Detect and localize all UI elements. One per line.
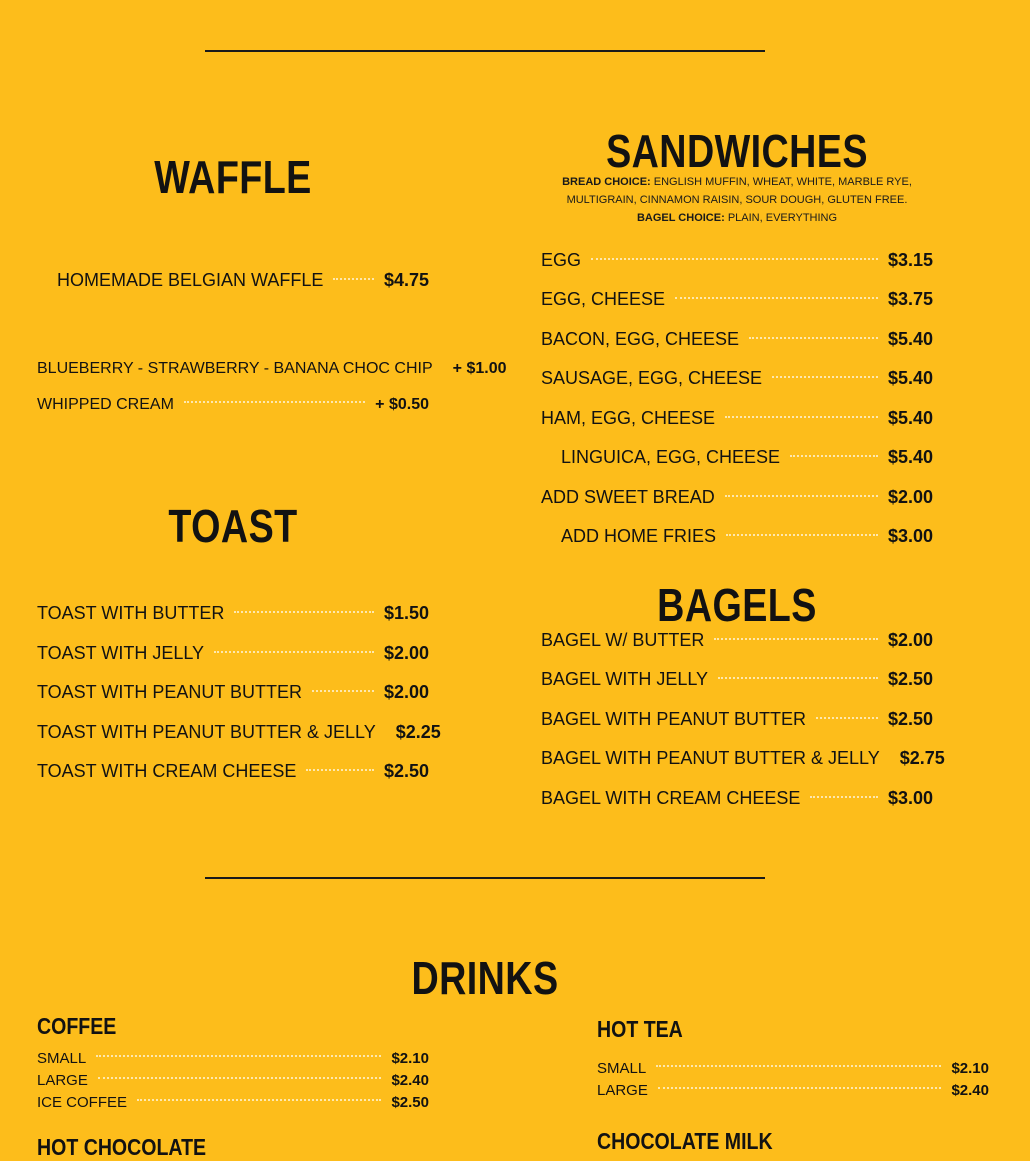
leader-dots	[810, 796, 878, 798]
menu-item-ham-egg-cheese	[541, 408, 933, 429]
item-name: EGG, CHEESE	[541, 289, 666, 309]
menu-item-toast-peanut-butter	[37, 682, 429, 703]
leader-dots	[718, 677, 878, 679]
leader-dots	[714, 638, 878, 640]
item-name: LINGUICA, EGG, CHEESE	[561, 447, 781, 467]
drinks-heading: DRINKS	[411, 952, 559, 1004]
item-price: $3.00	[887, 788, 933, 808]
item-name: ICE COFFEE	[37, 1094, 128, 1111]
leader-dots	[214, 651, 374, 653]
item-price: $2.50	[887, 709, 933, 729]
item-price: $2.00	[383, 682, 429, 702]
divider-middle	[205, 877, 765, 879]
item-name: TOAST WITH BUTTER	[37, 603, 225, 623]
menu-item-add-home-fries	[561, 526, 933, 547]
leader-dots	[137, 1099, 381, 1101]
item-name: TOAST WITH CREAM CHEESE	[37, 761, 297, 781]
menu-item-egg	[541, 250, 933, 271]
item-name: BAGEL WITH PEANUT BUTTER & JELLY	[541, 748, 880, 768]
bread-choice-options: ENGLISH MUFFIN, WHEAT, WHITE, MARBLE RYE,	[653, 176, 912, 188]
item-price: $2.50	[887, 669, 933, 689]
menu-item-egg-cheese	[541, 289, 933, 310]
item-name: ADD HOME FRIES	[561, 526, 717, 546]
waffle-heading: WAFFLE	[154, 151, 312, 203]
leader-dots	[675, 297, 878, 299]
menu-item-bagel-cream-cheese	[541, 788, 933, 809]
menu-item-ice-coffee	[37, 1094, 429, 1111]
item-price: $4.75	[383, 270, 429, 290]
coffee-heading: COFFEE	[37, 1013, 117, 1039]
item-price: $2.00	[887, 630, 933, 650]
item-name: BAGEL WITH JELLY	[541, 669, 709, 689]
leader-dots	[725, 416, 878, 418]
leader-dots	[749, 337, 878, 339]
item-name: TOAST WITH PEANUT BUTTER & JELLY	[37, 722, 376, 742]
bread-choice-label: BREAD CHOICE:	[562, 176, 651, 188]
item-price: $3.15	[887, 250, 933, 270]
leader-dots	[591, 258, 878, 260]
bagels-heading: BAGELS	[657, 579, 817, 631]
menu-item-bacon-egg-cheese	[541, 329, 933, 350]
item-price: $1.50	[383, 603, 429, 623]
menu-item-belgian-waffle	[57, 270, 429, 291]
item-price: $3.75	[887, 289, 933, 309]
item-name: LARGE	[597, 1082, 648, 1099]
leader-dots	[726, 534, 878, 536]
item-price: $2.00	[383, 643, 429, 663]
leader-dots	[333, 278, 374, 280]
item-name: BAGEL W/ BUTTER	[541, 630, 705, 650]
leader-dots	[725, 495, 878, 497]
leader-dots	[790, 455, 878, 457]
item-name: TOAST WITH JELLY	[37, 643, 205, 663]
item-name: LARGE	[37, 1072, 88, 1089]
item-price: $2.50	[391, 1094, 429, 1111]
item-name: BACON, EGG, CHEESE	[541, 329, 740, 349]
item-name: TOAST WITH PEANUT BUTTER	[37, 682, 303, 702]
item-price: $2.50	[383, 761, 429, 781]
bagel-choice-label: BAGEL CHOICE:	[636, 212, 725, 224]
menu-item-add-sweet-bread	[541, 487, 933, 508]
leader-dots	[816, 717, 878, 719]
menu-item-toast-jelly	[37, 643, 429, 664]
menu-item-toast-pbj	[37, 722, 441, 743]
item-price: + $1.00	[452, 360, 507, 377]
menu-item-sausage-egg-cheese	[541, 368, 933, 389]
leader-dots	[306, 769, 374, 771]
leader-dots	[656, 1065, 941, 1067]
bagel-choice-options: PLAIN, EVERYTHING	[727, 212, 838, 224]
leader-dots	[772, 376, 878, 378]
item-price: $5.40	[887, 408, 933, 428]
chocolate-milk-heading: CHOCOLATE MILK	[597, 1128, 773, 1154]
leader-dots	[234, 611, 374, 613]
item-name: HAM, EGG, CHEESE	[541, 408, 716, 428]
leader-dots	[98, 1077, 382, 1079]
toast-heading: TOAST	[168, 500, 298, 552]
menu-item-bagel-jelly	[541, 669, 933, 690]
item-name: BLUEBERRY - STRAWBERRY - BANANA CHOC CHIP	[37, 360, 433, 377]
leader-dots	[96, 1055, 381, 1057]
item-price: $2.10	[951, 1060, 989, 1077]
item-price: $5.40	[887, 447, 933, 467]
addon-fruit	[37, 360, 507, 378]
menu-item-toast-butter	[37, 603, 429, 624]
addon-whipped-cream	[37, 396, 429, 414]
item-price: $2.10	[391, 1050, 429, 1067]
divider-top	[205, 50, 765, 52]
sandwiches-heading: SANDWICHES	[606, 125, 868, 177]
menu-item-tea-small	[597, 1060, 989, 1077]
menu-item-bagel-peanut-butter	[541, 709, 933, 730]
item-price: $5.40	[887, 329, 933, 349]
bread-choice-line-1	[540, 173, 934, 191]
item-price: $2.75	[899, 748, 945, 768]
item-price: + $0.50	[375, 396, 429, 413]
item-name: BAGEL WITH PEANUT BUTTER	[541, 709, 807, 729]
item-name: BAGEL WITH CREAM CHEESE	[541, 788, 801, 808]
item-name: ADD SWEET BREAD	[541, 487, 715, 507]
menu-item-bagel-pbj	[541, 748, 945, 769]
hot-tea-heading: HOT TEA	[597, 1016, 683, 1042]
bagel-choice-line	[540, 209, 934, 227]
leader-dots	[658, 1087, 942, 1089]
item-price: $5.40	[887, 368, 933, 388]
item-price: $2.00	[887, 487, 933, 507]
item-name: SMALL	[597, 1060, 647, 1077]
menu-item-bagel-butter	[541, 630, 933, 651]
menu-item-coffee-small	[37, 1050, 429, 1067]
menu-item-toast-cream-cheese	[37, 761, 429, 782]
item-price: $2.40	[951, 1082, 989, 1099]
item-name: EGG	[541, 250, 582, 270]
item-name: WHIPPED CREAM	[37, 396, 174, 413]
leader-dots	[184, 401, 365, 403]
item-price: $3.00	[887, 526, 933, 546]
item-price: $2.40	[391, 1072, 429, 1089]
hot-chocolate-heading: HOT CHOCOLATE	[37, 1134, 207, 1160]
item-name: HOMEMADE BELGIAN WAFFLE	[57, 270, 324, 290]
menu-item-coffee-large	[37, 1072, 429, 1089]
item-price: $2.25	[395, 722, 441, 742]
menu-item-linguica-egg-cheese	[561, 447, 933, 468]
item-name: SAUSAGE, EGG, CHEESE	[541, 368, 763, 388]
item-name: SMALL	[37, 1050, 87, 1067]
bread-choice-line-2: MULTIGRAIN, CINNAMON RAISIN, SOUR DOUGH, GLUTEN FREE.	[566, 194, 908, 206]
menu-item-tea-large	[597, 1082, 989, 1099]
bread-choices	[540, 173, 934, 227]
leader-dots	[312, 690, 374, 692]
